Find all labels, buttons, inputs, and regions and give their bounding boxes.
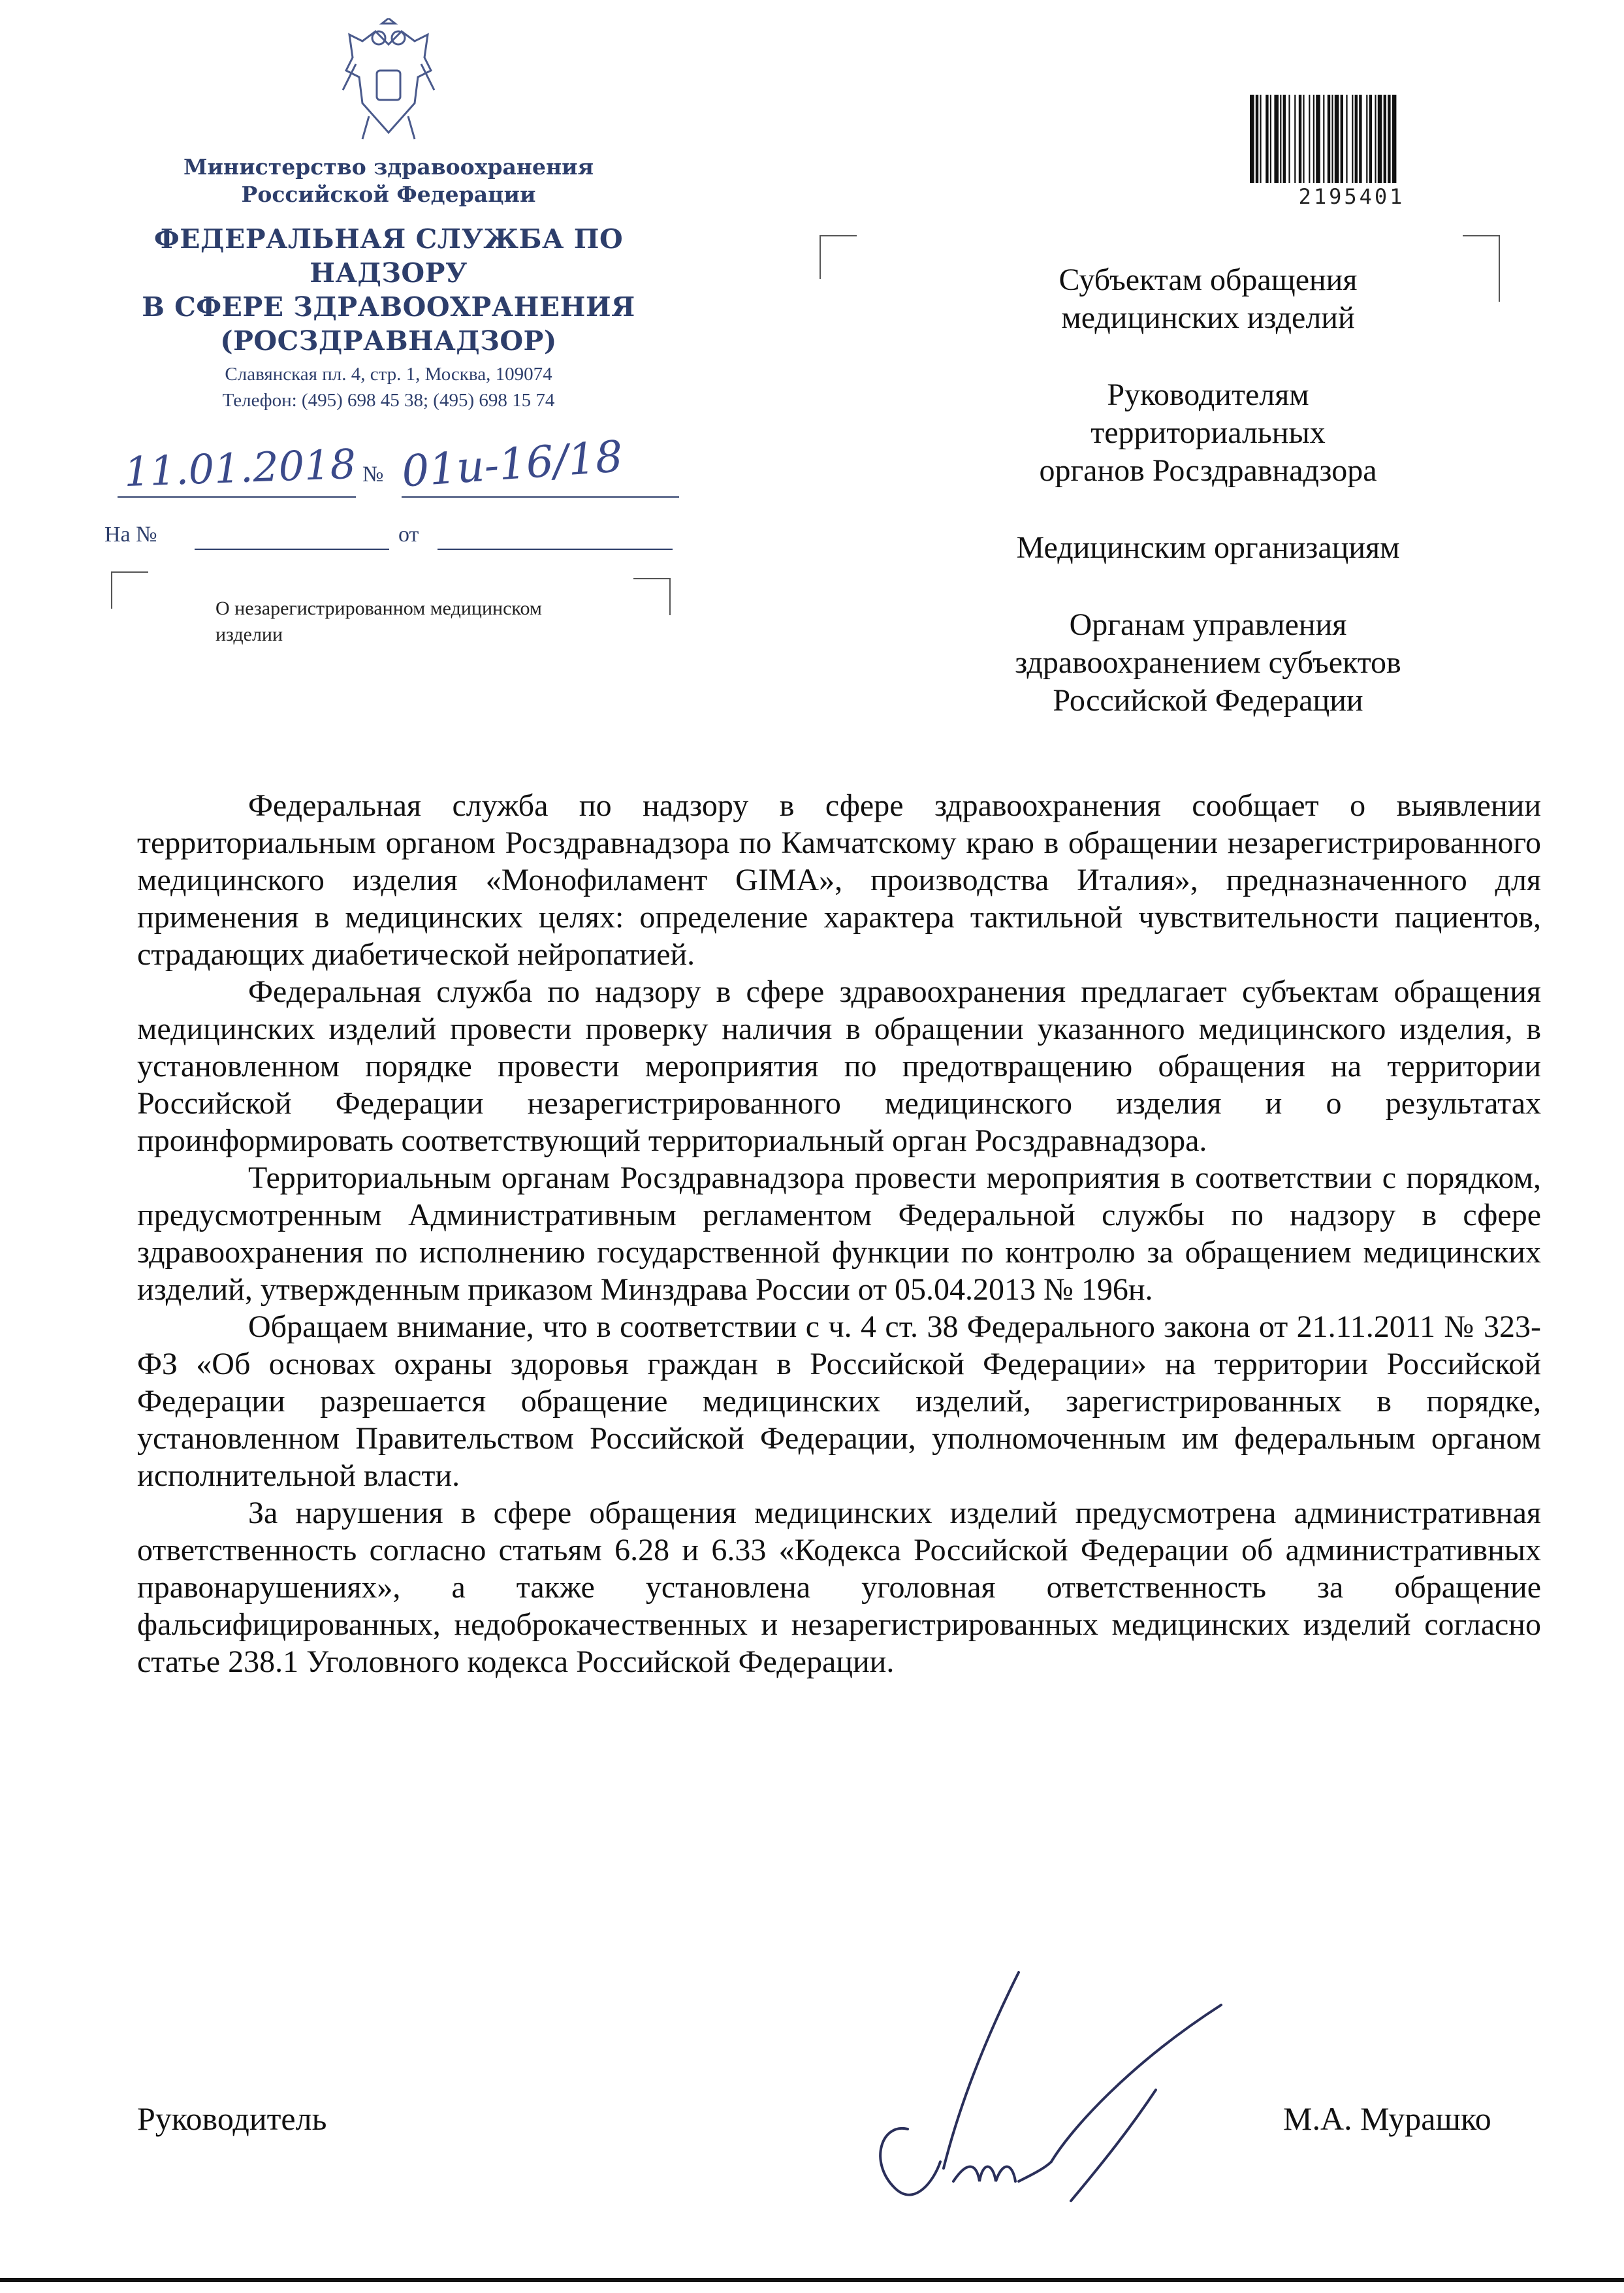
barcode-bar — [1299, 95, 1301, 183]
barcode-bar — [1346, 95, 1347, 183]
barcode-bar — [1335, 95, 1339, 183]
body-paragraph: За нарушения в сфере обращения медицинских изделий предусмотрена административная ответственность согласно статьям 6.28 и 6.33 «Кодекса Российской Федерации об административных правонарушениях», а также установлена уголовная ответственность за обращение фальсифицированных, недоброкачественных и незарегистрированных медицинских изделий согласно статье 238.1 Уголовного кодекса Российской Федерации. — [137, 1496, 1541, 1679]
registration-number: 01и-16/18 — [400, 431, 625, 497]
number-underline — [402, 496, 679, 498]
addressee-corner-left — [820, 235, 857, 279]
scan-bottom-border — [0, 2278, 1624, 2282]
barcode-bar — [1331, 95, 1333, 183]
from-label: от — [398, 522, 419, 547]
registration-date: 11.01.2018 — [123, 440, 357, 496]
barcode-number: 2195401 — [1298, 184, 1405, 209]
barcode-bar — [1288, 95, 1290, 183]
barcode-bar — [1366, 95, 1367, 183]
barcode-bar — [1270, 95, 1271, 183]
barcode-bar — [1369, 95, 1372, 183]
signatory-role: Руководитель — [137, 2100, 327, 2137]
reply-date-field — [438, 549, 673, 550]
barcode-bar — [1341, 95, 1343, 183]
service-name: ФЕДЕРАЛЬНАЯ СЛУЖБА ПО НАДЗОРУ В СФЕРЕ ЗДРАВООХРАНЕНИЯ (РОСЗДРАВНАДЗОР) — [142, 223, 635, 357]
barcode-bar — [1274, 95, 1279, 183]
barcode-bar — [1294, 95, 1296, 183]
date-underline — [118, 496, 356, 498]
barcode-icon — [1247, 95, 1450, 183]
barcode-bar — [1280, 95, 1281, 183]
barcode-bar — [1359, 95, 1361, 183]
subject-corner-left — [111, 571, 148, 609]
body-paragraph: Территориальным органам Росздравнадзора провести мероприятия в соответствии с порядком, предусмотренным Административным регламентом Федеральной службы по надзору в сфере здравоохранения по исполнению государственной функции по контролю за обращением медицинских изделий, утвержденным приказом Минздрава России от 05.04.2013 № 196н. — [137, 1161, 1541, 1307]
barcode-bar — [1384, 95, 1386, 183]
ministry-name: Министерство здравоохранения Российской Федерации — [183, 154, 594, 207]
addressee-group: Медицинским организациям — [1016, 530, 1400, 565]
body-paragraph: Федеральная служба по надзору в сфере здравоохранения предлагает субъектам обращения медицинских изделий провести проверку наличия в обращении указанного медицинского изделия, в установленном порядке провести мероприятия по предотвращению обращения на территории Российской Федерации незарегистрированного медицинского изделия и о результатах проинформировать соответствующий территориальный орган Росздравнадзора. — [137, 974, 1541, 1158]
barcode-bar — [1392, 95, 1397, 183]
letter-body — [137, 787, 1541, 1680]
addressee-group: Руководителям территориальных органов Росздравнадзора — [1039, 377, 1377, 488]
barcode-bar — [1313, 95, 1314, 183]
addressee-group: Органам управления здравоохранением субъектов Российской Федерации — [1015, 607, 1401, 718]
subject-line: О незарегистрированном медицинском изделии — [215, 598, 542, 645]
letterhead-address: Славянская пл. 4, стр. 1, Москва, 109074 Телефон: (495) 698 45 38; (495) 698 15 74 — [222, 364, 555, 411]
barcode-bar — [1283, 95, 1286, 183]
addressee-group: Субъектам обращения медицинских изделий — [1059, 263, 1358, 335]
number-label: № — [362, 462, 384, 487]
barcode-bar — [1303, 95, 1304, 183]
barcode-bar — [1328, 95, 1330, 183]
reply-to-label: На № — [104, 522, 157, 547]
barcode-bar — [1355, 95, 1358, 183]
reply-number-field — [195, 549, 389, 550]
barcode-bar — [1266, 95, 1268, 183]
barcode-bar — [1352, 95, 1353, 183]
addressee-block — [914, 261, 1502, 759]
barcode-bar — [1316, 95, 1320, 183]
body-paragraph: Обращаем внимание, что в соответствии с ч. 4 ст. 38 Федерального закона от 21.11.2011 № 323-ФЗ «Об основах охраны здоровья граждан в Российской Федерации» на территории Российской Федерации разрешается обращение медицинских изделий, зарегистрированных в порядке, установленном Правительством Российской Федерации, уполномоченным им федеральным органом исполнительной власти. — [137, 1309, 1541, 1493]
barcode-bar — [1309, 95, 1310, 183]
subject-corner-right — [633, 578, 671, 615]
barcode-bar — [1378, 95, 1382, 183]
barcode-bar — [1375, 95, 1376, 183]
barcode-bar — [1250, 95, 1254, 183]
body-paragraph: Федеральная служба по надзору в сфере здравоохранения сообщает о выявлении территориальным органом Росздравнадзора по Камчатскому краю в обращении незарегистрированного медицинского изделия «Монофиламент GIMA», производства Италия», предназначенного для применения в медицинских целях: определение характера тактильной чувствительности пациентов, страдающих диабетической нейропатией. — [137, 788, 1541, 972]
barcode-bar — [1323, 95, 1324, 183]
coat-of-arms-icon — [336, 18, 441, 149]
handwritten-signature-icon — [855, 1966, 1247, 2227]
signatory-name: М.А. Мурашко — [1283, 2100, 1491, 2137]
barcode-bar — [1256, 95, 1258, 183]
barcode-bar — [1260, 95, 1261, 183]
barcode-bar — [1388, 95, 1390, 183]
